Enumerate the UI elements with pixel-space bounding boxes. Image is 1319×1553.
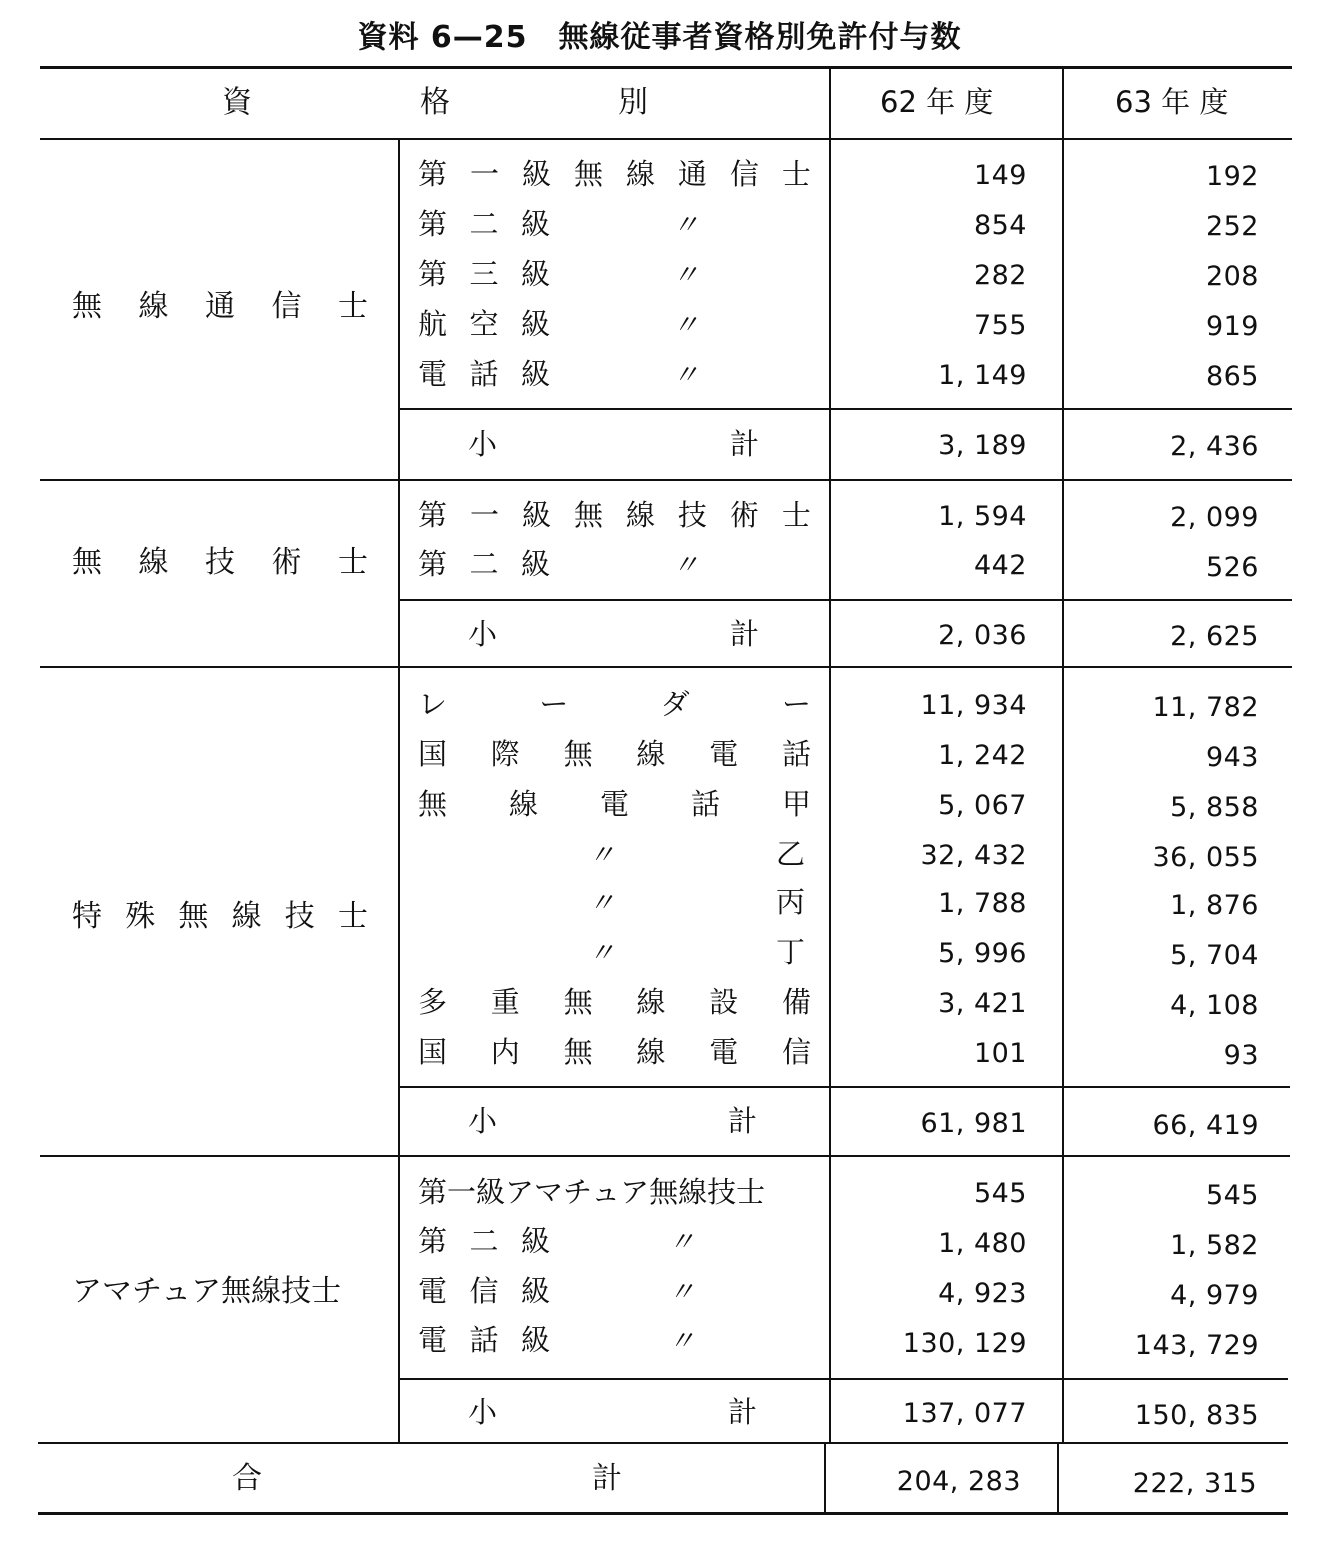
row-name: 電 信 級 xyxy=(418,1274,550,1308)
group-label-radio-operator: 無 線 通 信 士 xyxy=(72,289,368,324)
rule-g2-sub xyxy=(400,599,1292,601)
subtotal-value-63: 2, 625 xyxy=(1170,621,1259,652)
rule-header-bottom xyxy=(40,138,1292,140)
row-value-62: 130, 129 xyxy=(902,1328,1027,1359)
rule-g2-end xyxy=(40,666,1292,668)
row-value-62: 854 xyxy=(973,210,1027,241)
row-value-62: 755 xyxy=(973,310,1027,341)
col-divider-g1 xyxy=(398,140,400,479)
header-fy63: 63 年 度 xyxy=(1115,85,1229,119)
row-value-63: 4, 979 xyxy=(1170,1280,1259,1311)
row-name: 無 線 電 話 甲 xyxy=(418,787,811,821)
row-name: 電 話 級 xyxy=(418,357,550,391)
row-value-62: 1, 788 xyxy=(938,888,1027,919)
ditto-mark: 〃 xyxy=(668,1227,695,1258)
row-name: 電 話 級 xyxy=(418,1323,550,1357)
header-qualification-3: 別 xyxy=(618,85,648,120)
header-qualification-1: 資 xyxy=(222,85,252,120)
row-value-63: 865 xyxy=(1205,361,1259,392)
total-label: 計 xyxy=(592,1461,622,1496)
row-value-62: 3, 421 xyxy=(938,988,1027,1019)
row-value-62: 442 xyxy=(973,550,1027,581)
ditto-mark: 〃 xyxy=(672,260,699,291)
ditto-mark: 〃 xyxy=(588,840,615,871)
ditto-mark: 〃 xyxy=(672,210,699,241)
subtotal-label: 小 xyxy=(468,1395,498,1429)
row-value-63: 192 xyxy=(1205,161,1259,192)
row-value-63: 2, 099 xyxy=(1170,502,1259,533)
row-name: 第 二 級 xyxy=(418,547,550,581)
ditto-mark: 〃 xyxy=(672,550,699,581)
row-value-62: 5, 067 xyxy=(938,790,1027,821)
row-name: 乙 xyxy=(776,837,806,871)
subtotal-label: 小 xyxy=(468,1104,498,1138)
rule-g1-sub xyxy=(400,408,1292,410)
subtotal-value-63: 2, 436 xyxy=(1170,431,1259,462)
header-fy62: 62 年 度 xyxy=(880,85,994,119)
row-value-62: 1, 242 xyxy=(938,740,1027,771)
row-value-63: 208 xyxy=(1205,261,1259,292)
ditto-mark: 〃 xyxy=(668,1326,695,1357)
page-title: 資料 6—25 無線従事者資格別免許付与数 xyxy=(357,20,962,55)
row-name: レ ー ダ ー xyxy=(418,687,811,721)
row-value-63: 143, 729 xyxy=(1134,1330,1259,1361)
row-name: 第 一 級 無 線 通 信 士 xyxy=(418,157,811,191)
row-name: 多 重 無 線 設 備 xyxy=(418,985,811,1019)
subtotal-value-62: 2, 036 xyxy=(938,620,1027,651)
row-value-63: 526 xyxy=(1205,552,1259,583)
subtotal-value-63: 66, 419 xyxy=(1152,1110,1259,1141)
row-value-62: 282 xyxy=(973,260,1027,291)
ditto-mark: 〃 xyxy=(668,1277,695,1308)
rule-g3-end xyxy=(40,1155,1290,1157)
row-value-62: 4, 923 xyxy=(938,1278,1027,1309)
row-name: 国 際 無 線 電 話 xyxy=(418,737,811,771)
row-value-62: 5, 996 xyxy=(938,938,1027,969)
col-divider-g4 xyxy=(398,1157,400,1442)
col-divider-g3 xyxy=(398,668,400,1155)
row-value-63: 1, 876 xyxy=(1170,890,1259,921)
row-value-63: 5, 704 xyxy=(1170,940,1259,971)
row-value-63: 36, 055 xyxy=(1152,842,1259,873)
row-value-63: 93 xyxy=(1223,1040,1259,1071)
subtotal-label: 小 xyxy=(468,617,498,651)
subtotal-label: 計 xyxy=(728,1104,758,1138)
row-value-62: 11, 934 xyxy=(920,690,1027,721)
row-value-63: 1, 582 xyxy=(1170,1230,1259,1261)
subtotal-label: 計 xyxy=(730,617,760,651)
row-value-63: 919 xyxy=(1205,311,1259,342)
ditto-mark: 〃 xyxy=(672,310,699,341)
ditto-mark: 〃 xyxy=(588,938,615,969)
header-qualification-2: 格 xyxy=(420,85,450,120)
subtotal-value-62: 137, 077 xyxy=(902,1398,1027,1429)
rule-g1-end xyxy=(40,479,1292,481)
subtotal-value-62: 61, 981 xyxy=(920,1108,1027,1139)
row-name: 国 内 無 線 電 信 xyxy=(418,1035,811,1069)
ditto-mark: 〃 xyxy=(588,888,615,919)
row-value-62: 32, 432 xyxy=(920,840,1027,871)
group-label-amateur-technician: アマチュア無線技士 xyxy=(72,1274,342,1309)
rule-g4-end xyxy=(38,1442,1288,1444)
total-value-62: 204, 283 xyxy=(896,1466,1021,1497)
row-value-62: 1, 480 xyxy=(938,1228,1027,1259)
subtotal-value-62: 3, 189 xyxy=(938,430,1027,461)
row-name: 第一級アマチュア無線技士 xyxy=(418,1175,766,1209)
rule-g4-sub xyxy=(400,1378,1288,1380)
row-value-62: 1, 594 xyxy=(938,501,1027,532)
rule-bottom xyxy=(38,1512,1288,1515)
rule-top xyxy=(40,66,1292,69)
total-label: 合 xyxy=(232,1461,262,1496)
row-name: 第 二 級 xyxy=(418,1224,550,1258)
row-value-62: 545 xyxy=(973,1178,1027,1209)
row-value-63: 4, 108 xyxy=(1170,990,1259,1021)
group-label-radio-technician: 無 線 技 術 士 xyxy=(72,545,368,580)
row-value-63: 252 xyxy=(1205,211,1259,242)
row-value-62: 149 xyxy=(973,160,1027,191)
rule-g3-sub xyxy=(400,1086,1290,1088)
col-divider-g2 xyxy=(398,481,400,666)
subtotal-value-63: 150, 835 xyxy=(1134,1400,1259,1431)
row-name: 航 空 級 xyxy=(418,307,550,341)
row-name: 丁 xyxy=(776,935,806,969)
subtotal-label: 計 xyxy=(730,427,760,461)
row-name: 第 二 級 xyxy=(418,207,550,241)
group-label-special-technician: 特 殊 無 線 技 士 xyxy=(72,899,368,934)
row-value-62: 1, 149 xyxy=(938,360,1027,391)
row-name: 第 三 級 xyxy=(418,257,550,291)
row-value-63: 5, 858 xyxy=(1170,792,1259,823)
subtotal-label: 小 xyxy=(468,427,498,461)
row-name: 丙 xyxy=(776,885,806,919)
row-value-63: 11, 782 xyxy=(1152,692,1259,723)
row-value-62: 101 xyxy=(973,1038,1027,1069)
row-value-63: 545 xyxy=(1205,1180,1259,1211)
ditto-mark: 〃 xyxy=(672,360,699,391)
subtotal-label: 計 xyxy=(728,1395,758,1429)
row-value-63: 943 xyxy=(1205,742,1259,773)
row-name: 第 一 級 無 線 技 術 士 xyxy=(418,498,811,532)
total-value-63: 222, 315 xyxy=(1132,1468,1257,1499)
